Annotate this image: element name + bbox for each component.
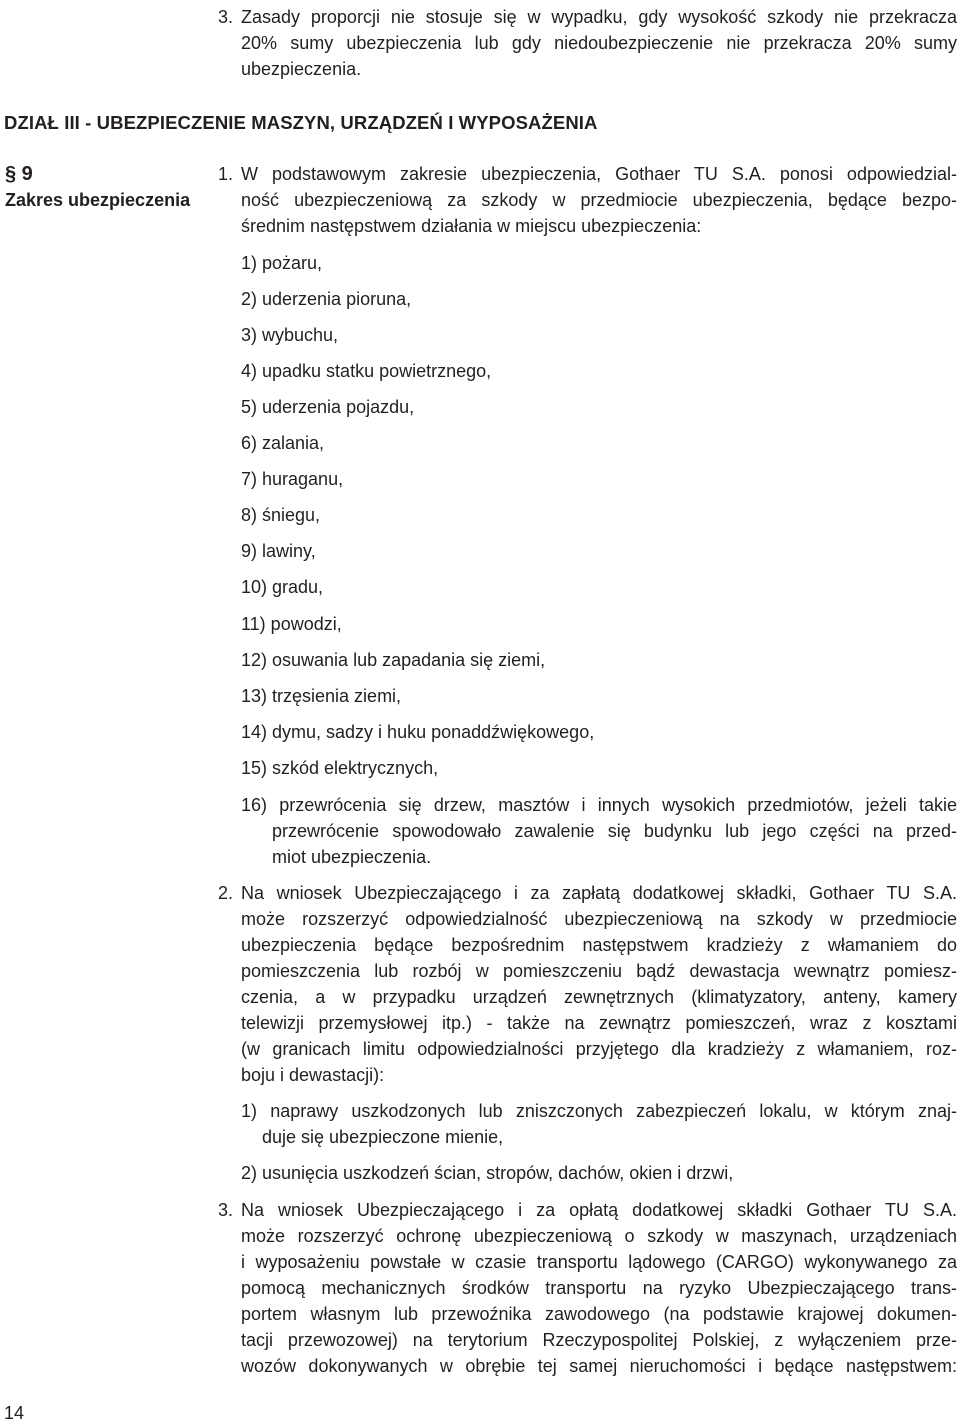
item-2-line-8: boju i dewastacji):	[241, 1065, 385, 1085]
item-2-line-6: telewizji przemysłowej itp.) - także na zewnątrz pomieszczeń, wraz z kosztami	[241, 1013, 957, 1033]
top-item-line-1: Zasady proporcji nie stosuje się w wypadku, gdy wysokość szkody nie przekracza	[241, 7, 957, 27]
item-1-line-2: ność ubezpieczeniową za szkody w przedmiocie ubezpieczenia, będące bezpo-	[241, 190, 957, 210]
item-1-line-1: W podstawowym zakresie ubezpieczenia, Gothaer TU S.A. ponosi odpowiedzial-	[241, 164, 957, 184]
item-2-sub-1-line-1: 1) naprawy uszkodzonych lub zniszczonych zabezpieczeń lokalu, w którym znaj-	[241, 1101, 957, 1121]
risk-list-item: 8) śniegu,	[241, 505, 321, 525]
item-3-line-5: portem własnym lub przewoźnika zawodowego (na podstawie krajowej dokumen-	[241, 1304, 957, 1324]
page-number: 14	[4, 1403, 25, 1423]
top-item-line-2: 20% sumy ubezpieczenia lub gdy niedoubezpieczenie nie przekracza 20% sumy	[241, 33, 957, 53]
item-3-line-1: Na wniosek Ubezpieczającego i za opłatą dodatkowej składki Gothaer TU S.A.	[241, 1200, 957, 1220]
item-2-line-1: Na wniosek Ubezpieczającego i za zapłatą dodatkowej składki, Gothaer TU S.A.	[241, 883, 957, 903]
section-heading: DZIAŁ III - UBEZPIECZENIE MASZYN, URZĄDZEŃ I WYPOSAŻENIA	[4, 112, 598, 133]
risk-list-item: 5) uderzenia pojazdu,	[241, 397, 415, 417]
item-3-line-2: może rozszerzyć ochronę ubezpieczeniową o szkody w maszynach, urządzeniach	[241, 1226, 957, 1246]
item-1-number: 1.	[218, 164, 234, 184]
item-3-line-7: wozów dokonywanych w obrębie tej samej nieruchomości i będące następstwem:	[241, 1356, 957, 1376]
risk-list-item: 2) uderzenia pioruna,	[241, 289, 412, 309]
top-item-number: 3.	[218, 7, 234, 27]
risk-list-item: 9) lawiny,	[241, 541, 316, 561]
item-2-line-7: (w granicach limitu odpowiedzialności przyjętego dla kradzieży z włamaniem, roz-	[241, 1039, 957, 1059]
item-2-sub-2: 2) usunięcia uszkodzeń ścian, stropów, dachów, okien i drzwi,	[241, 1163, 734, 1183]
item-2-line-3: ubezpieczenia będące bezpośrednim następstwem kradzieży z włamaniem do	[241, 935, 957, 955]
risk-list-item: 7) huraganu,	[241, 469, 344, 489]
risk-list-item: 15) szkód elektrycznych,	[241, 758, 439, 778]
risk-list-item: 6) zalania,	[241, 433, 325, 453]
item-2-line-4: pomieszczenia lub rozbój w pomieszczeniu bądź dewastacja wewnątrz pomiesz-	[241, 961, 957, 981]
risk-list-item: 13) trzęsienia ziemi,	[241, 686, 402, 706]
item-3-line-3: i wyposażeniu powstałe w czasie transportu lądowego (CARGO) wykonywanego za	[241, 1252, 957, 1272]
risk-list-item: 10) gradu,	[241, 577, 324, 597]
top-item-line-3: ubezpieczenia.	[241, 59, 362, 79]
paragraph-title: Zakres ubezpieczenia	[5, 190, 191, 210]
risk-list-item-16-line-3: miot ubezpieczenia.	[272, 847, 432, 867]
item-2-sub-1-line-2: duje się ubezpieczone mienie,	[262, 1127, 504, 1147]
item-2-line-2: może rozszerzyć odpowiedzialność ubezpieczeniową na szkody w przedmiocie	[241, 909, 957, 929]
item-3-line-6: tacji przewozowej) na terytorium Rzeczypospolitej Polskiej, z wyłączeniem prze-	[241, 1330, 957, 1350]
risk-list-item: 12) osuwania lub zapadania się ziemi,	[241, 650, 546, 670]
item-1-line-3: średnim następstwem działania w miejscu ubezpieczenia:	[241, 216, 702, 236]
risk-list-item: 1) pożaru,	[241, 253, 323, 273]
risk-list-item-16-line-1: 16) przewrócenia się drzew, masztów i innych wysokich przedmiotów, jeżeli takie	[241, 795, 957, 815]
risk-list-item: 4) upadku statku powietrznego,	[241, 361, 492, 381]
risk-list-item: 3) wybuchu,	[241, 325, 339, 345]
item-3-line-4: pomocą mechanicznych środków transportu na ryzyko Ubezpieczającego trans-	[241, 1278, 957, 1298]
item-2-line-5: czenia, a w przypadku urządzeń zewnętrznych (klimatyzatory, anteny, kamery	[241, 987, 957, 1007]
item-2-number: 2.	[218, 883, 234, 903]
paragraph-symbol: § 9	[5, 163, 33, 185]
item-3-number: 3.	[218, 1200, 234, 1220]
risk-list-item: 11) powodzi,	[241, 614, 342, 634]
risk-list-item-16-line-2: przewrócenie spowodowało zawalenie się budynku lub jego części na przed-	[272, 821, 957, 841]
risk-list-item: 14) dymu, sadzy i huku ponaddźwiękowego,	[241, 722, 595, 742]
